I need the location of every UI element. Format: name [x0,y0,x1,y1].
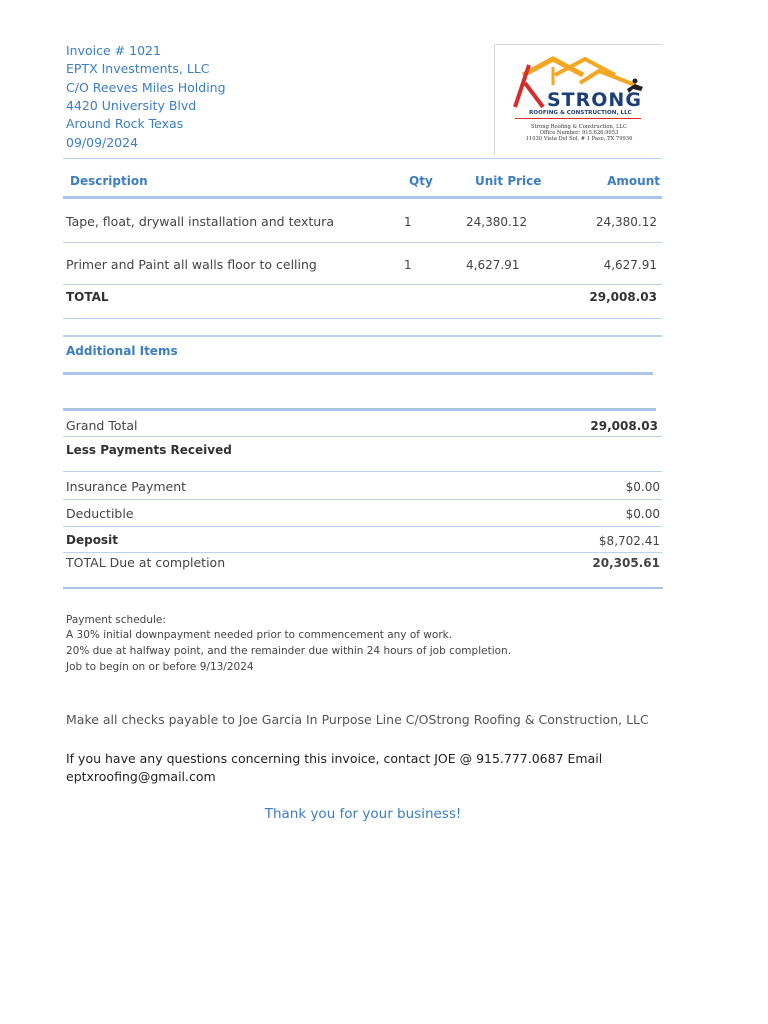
divider [63,526,662,527]
divider [63,552,662,553]
divider [63,372,653,375]
less-payments-label: Less Payments Received [66,443,232,457]
additional-items-heading: Additional Items [66,344,178,358]
insurance-payment-value: $0.00 [625,480,660,494]
row-amount: 4,627.91 [603,258,657,272]
total-value: 29,008.03 [589,290,657,304]
total-label: TOTAL [66,290,109,304]
checks-payable-note: Make all checks payable to Joe Garcia In Purpose Line C/OStrong Roofing & Construction, LLC [66,712,649,727]
logo-small-line-1: Strong Roofing & Construction, LLC [530,124,627,130]
divider [63,318,662,319]
logo-company-word: STRONG [547,89,642,111]
insurance-payment-label: Insurance Payment [66,479,187,494]
divider [63,242,662,243]
row-description: Primer and Paint all walls floor to celling [66,257,317,272]
row-unit-price: 24,380.12 [466,215,528,229]
column-header-qty: Qty [409,174,433,188]
grand-total-label: Grand Total [66,418,138,433]
schedule-line: 20% due at halfway point, and the remainder due within 24 hours of job completion. [66,645,512,657]
thank-you-note: Thank you for your business! [264,806,462,822]
divider [63,284,662,285]
column-header-unit-price: Unit Price [475,174,542,188]
column-header-amount: Amount [607,174,660,188]
divider [63,158,662,159]
schedule-title: Payment schedule: [66,614,166,626]
row-qty: 1 [404,258,412,272]
client-name: EPTX Investments, LLC [66,61,210,76]
divider [63,335,662,337]
divider [63,587,663,589]
divider [63,499,662,500]
logo-divider [515,118,641,119]
logo-small-line-2: Office Number: 915.626.9053 [539,130,619,136]
divider [63,436,662,437]
total-due-label: TOTAL Due at completion [66,555,226,570]
logo-company-sub: ROOFING & CONSTRUCTION, LLC [529,110,632,116]
deposit-label: Deposit [66,533,118,547]
total-due-value: 20,305.61 [592,556,660,570]
contact-note: If you have any questions concerning this invoice, contact JOE @ 915.777.0687 Email eptxroofing@gmail.com [66,751,603,784]
column-header-description: Description [70,174,148,188]
invoice-number: Invoice # 1021 [66,43,161,58]
divider [63,196,662,199]
row-unit-price: 4,627.91 [466,258,520,272]
divider [63,408,656,411]
client-care-of: C/O Reeves Miles Holding [66,80,226,95]
deposit-value: $8,702.41 [598,534,660,548]
company-logo [494,44,663,155]
schedule-line: A 30% initial downpayment needed prior to commencement any of work. [66,629,453,641]
schedule-line: Job to begin on or before 9/13/2024 [66,661,254,673]
client-address: 4420 University Blvd [66,98,197,113]
deductible-value: $0.00 [625,507,660,521]
invoice-date: 09/09/2024 [66,135,139,150]
row-amount: 24,380.12 [595,215,657,229]
grand-total-value: 29,008.03 [590,419,658,433]
divider [63,471,662,472]
row-description: Tape, float, drywall installation and textura [66,214,334,229]
logo-small-line-3: 11030 Vista Del Sol, # 1 Paso, TX 79936 [525,136,633,142]
row-qty: 1 [404,215,412,229]
client-city: Around Rock Texas [66,116,184,131]
deductible-label: Deductible [66,506,134,521]
